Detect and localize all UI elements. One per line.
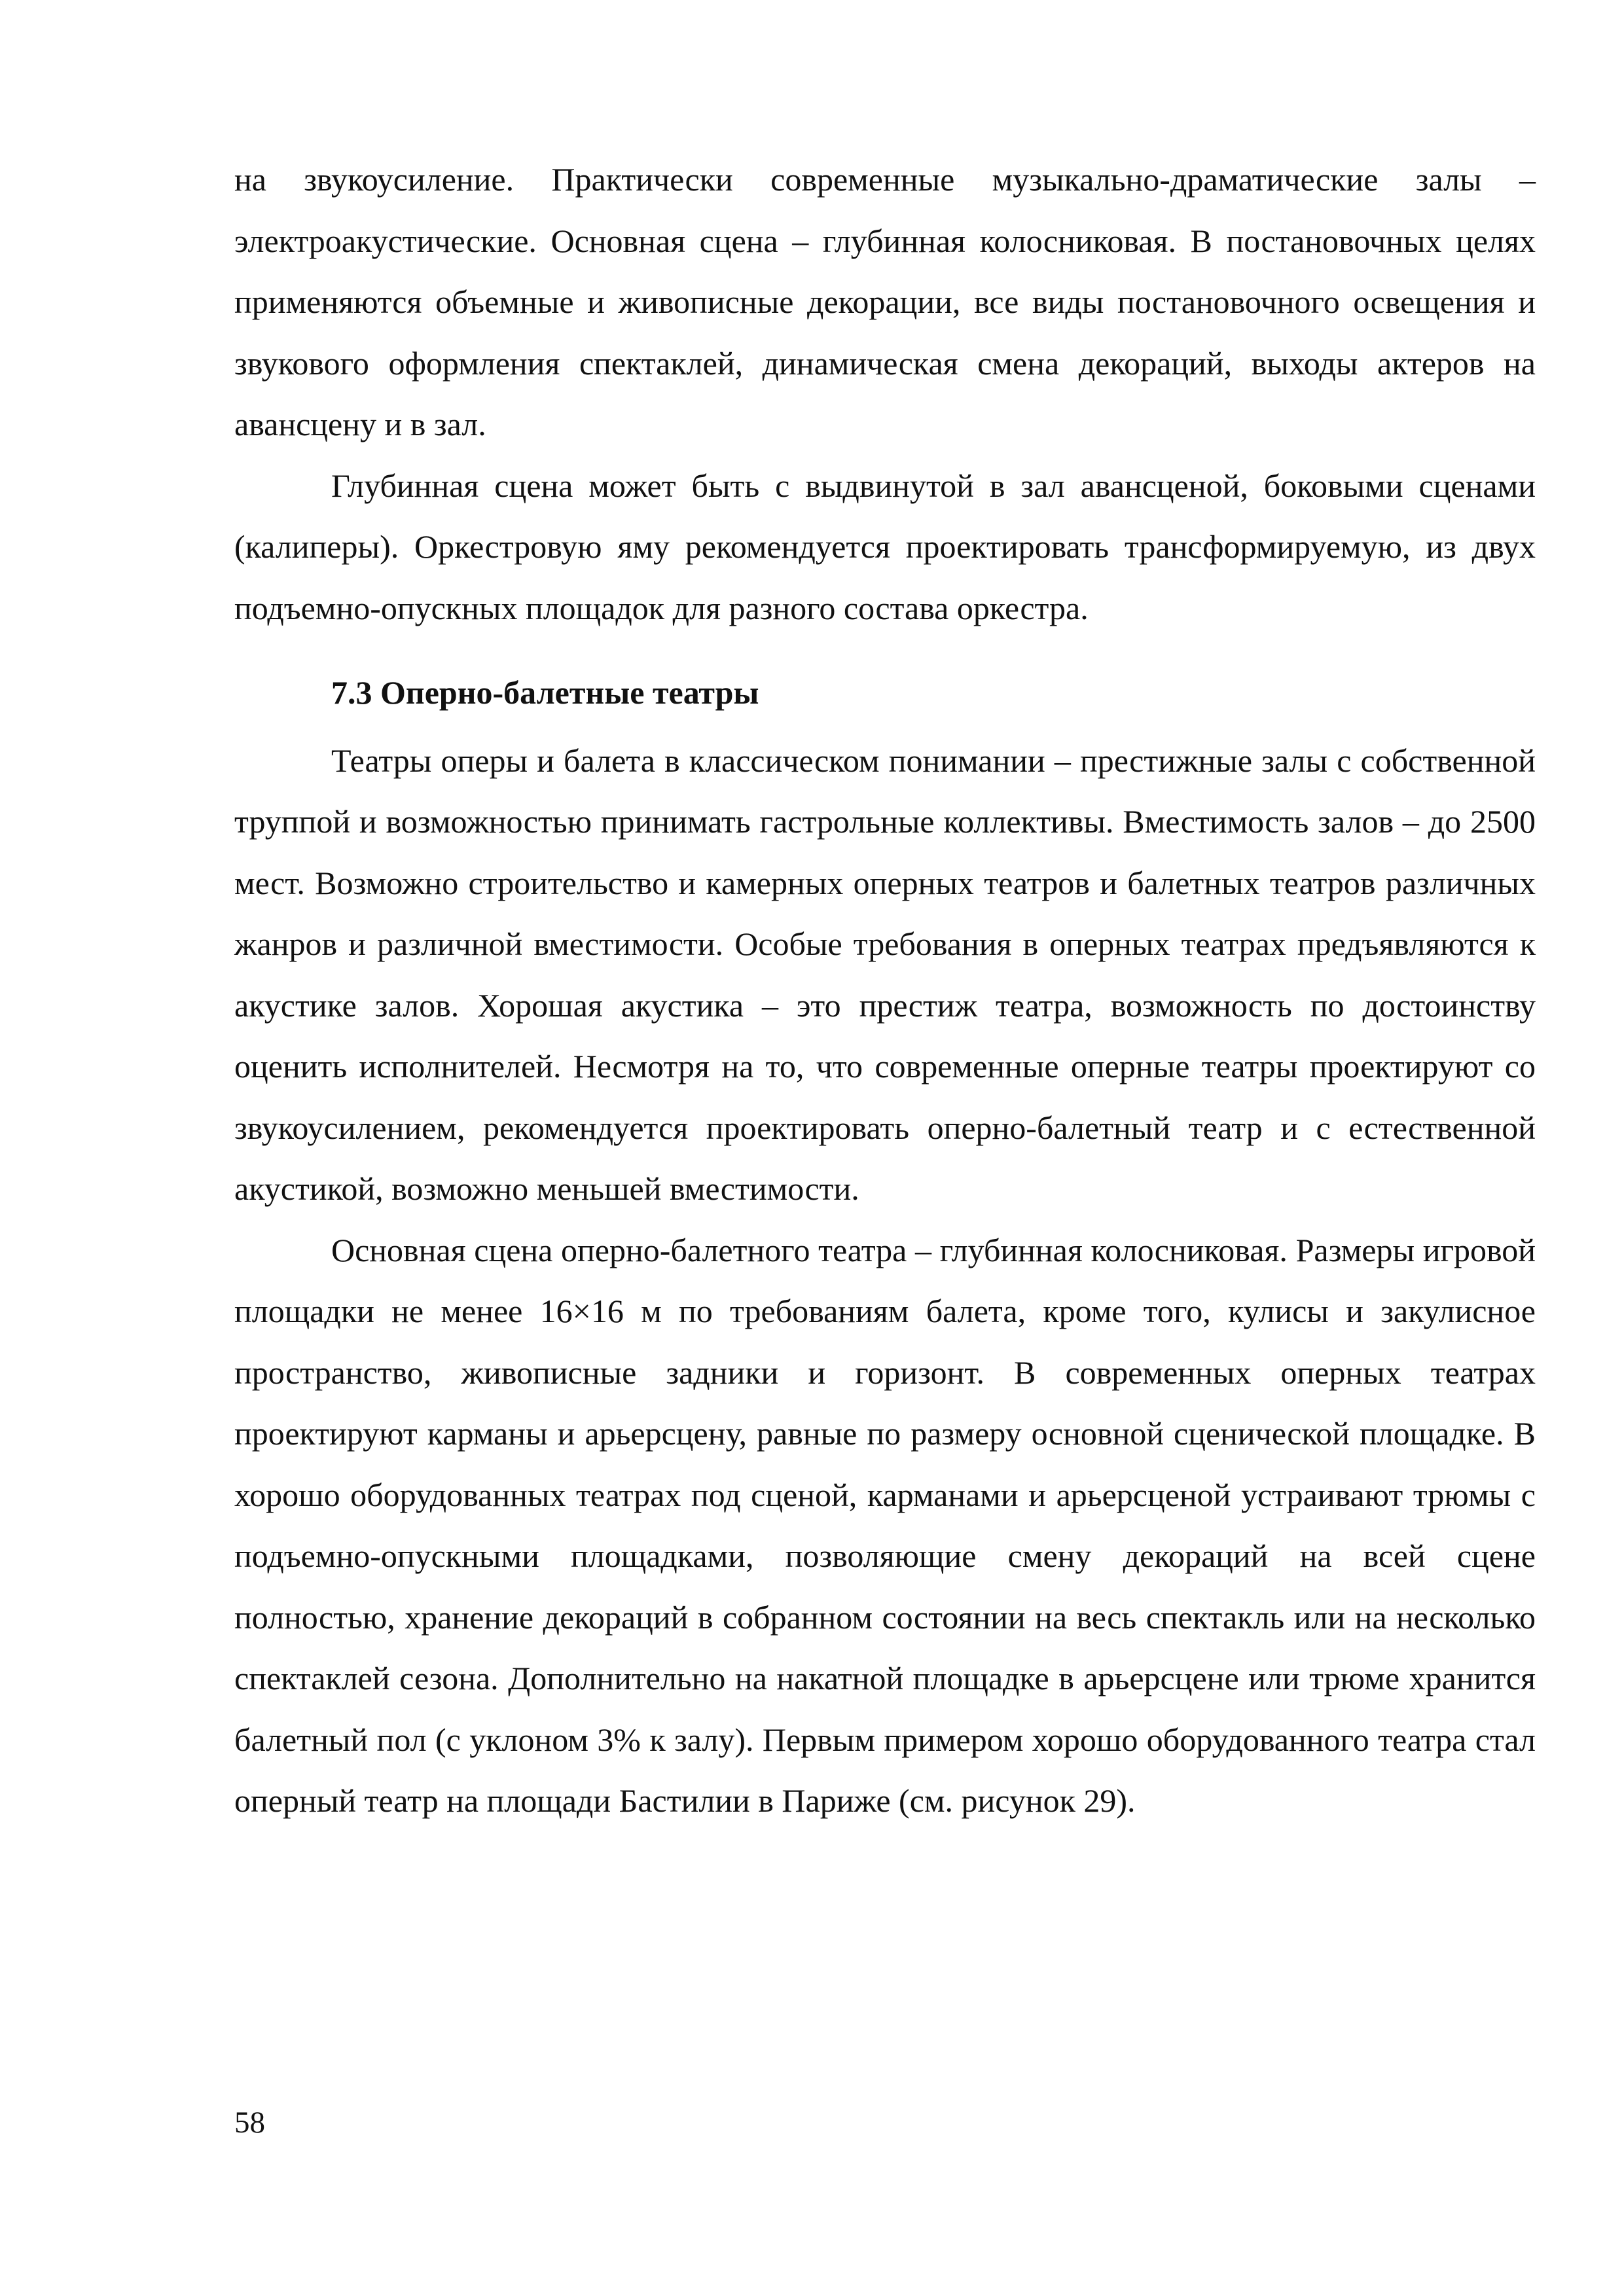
paragraph-opera-theatres: Театры оперы и балета в классическом понимании – престижные залы с собственной труппой и возможностью принимать гастрольные коллективы. Вместимость залов – до 2500 мест. Возможно строительство и камерных оперных театров и балетных театров различных жанров и различной вместимости. Особые требования в оперных театрах предъявляются к акустике залов. Хорошая акустика – это престиж театра, возможность по достоинству оценить исполнителей. Несмотря на то, что современные оперные театры проектируют со звукоусилением, рекомендуется проектировать оперно-балетный театр и с естественной акустикой, возможно меньшей вместимости. bbox=[234, 742, 1536, 1207]
page-body bbox=[234, 149, 1536, 1832]
section-heading: 7.3 Оперно-балетные театры bbox=[331, 674, 759, 711]
paragraph-main-stage: Основная сцена оперно-балетного театра – глубинная колосниковая. Размеры игровой площадки не менее 16×16 м по требованиям балета, кроме того, кулисы и закулисное пространство, живописные задники и горизонт. В современных оперных театрах проектируют карманы и арьерсцену, равные по размеру основной сценической площадке. В хорошо оборудованных театрах под сценой, карманами и арьерсценой устраивают трюмы с подъемно-опускными площадками, позволяющие смену декораций на всей сцене полностью, хранение декораций в собранном состоянии на весь спектакль или на несколько спектаклей сезона. Дополнительно на накатной площадке в арьерсцене или трюме хранится балетный пол (с уклоном 3% к залу). Первым примером хорошо оборудованного театра стал оперный театр на площади Бастилии в Париже (см. рисунок 29). bbox=[234, 1231, 1536, 1819]
page-number: 58 bbox=[234, 2106, 265, 2140]
paragraph-continuation: на звукоусиление. Практически современные музыкально-драматические залы – электроакустические. Основная сцена – глубинная колосниковая. В постановочных целях применяются объемные и живописные декорации, все виды постановочного освещения и звукового оформления спектаклей, динамическая смена декораций, выходы актеров на авансцену и в зал. bbox=[234, 161, 1536, 442]
paragraph-stage-depth: Глубинная сцена может быть с выдвинутой в зал авансценой, боковыми сценами (калиперы). Оркестровую яму рекомендуется проектировать трансформируемую, из двух подъемно-опускных площадок для разного состава оркестра. bbox=[234, 467, 1536, 626]
